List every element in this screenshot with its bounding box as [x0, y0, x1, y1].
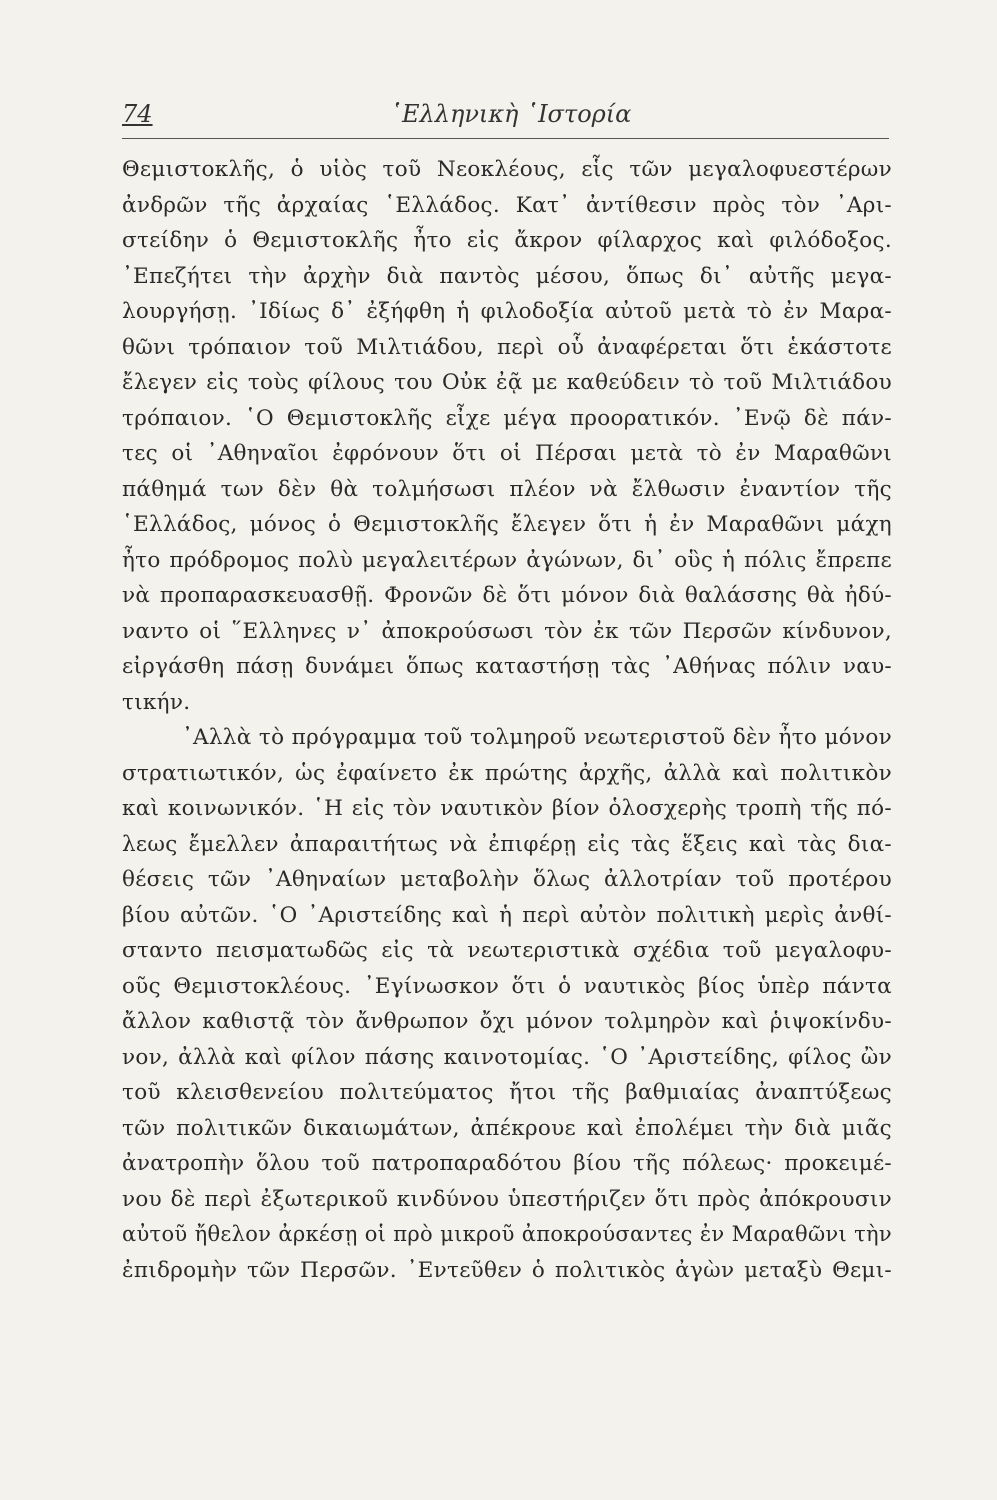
body-text — [122, 152, 892, 1288]
text-line: ἀνδρῶν τῆς ἀρχαίας ῾Ελλάδος. Κατ᾽ ἀντίθεσιν πρὸς τὸν ᾽Αρι- — [122, 192, 892, 218]
text-line: τῶν πολιτικῶν δικαιωμάτων, ἀπέκρουε καὶ ἐπολέμει τὴν διὰ μιᾶς — [122, 1115, 892, 1141]
text-line: νον, ἀλλὰ καὶ φίλον πάσης καινοτομίας. ῾Ο ᾽Αριστείδης, φίλος ὢν — [122, 1044, 892, 1070]
text-line: ἄλλον καθιστᾷ τὸν ἄνθρωπον ὄχι μόνον τολμηρὸν καὶ ῥιψοκίνδυ- — [122, 1009, 892, 1034]
text-line: πάθημά των δὲν θὰ τολμήσωσι πλέον νὰ ἔλθωσιν ἐναντίον τῆς — [122, 476, 892, 502]
text-line: καὶ κοινωνικόν. ῾Η εἰς τὸν ναυτικὸν βίον ὁλοσχερὴς τροπὴ τῆς πό- — [122, 796, 892, 821]
text-line: Θεμιστοκλῆς, ὁ υἱὸς τοῦ Νεοκλέους, εἷς τῶν μεγαλοφυεστέρων — [122, 157, 892, 182]
text-line: τες οἱ ᾽Αθηναῖοι ἐφρόνουν ὅτι οἱ Πέρσαι μετὰ τὸ ἐν Μαραθῶνι — [122, 441, 892, 466]
text-line: σταντο πεισματωδῶς εἰς τὰ νεωτεριστικὰ σχέδια τοῦ μεγαλοφυ- — [122, 938, 892, 963]
page-number: 74 — [122, 100, 153, 128]
text-line: θῶνι τρόπαιον τοῦ Μιλτιάδου, περὶ οὗ ἀναφέρεται ὅτι ἑκάστοτε — [122, 334, 892, 360]
text-line: τοῦ κλεισθενείου πολιτεύματος ἤτοι τῆς βαθμιαίας ἀναπτύξεως — [122, 1080, 892, 1105]
text-line: οῦς Θεμιστοκλέους. ᾽Εγίνωσκον ὅτι ὁ ναυτικὸς βίος ὑπὲρ πάντα — [122, 973, 892, 999]
text-line: ἀνατροπὴν ὅλου τοῦ πατροπαραδότου βίου τῆς πόλεως· προκειμέ- — [122, 1151, 892, 1176]
text-line: θέσεις τῶν ᾽Αθηναίων μεταβολὴν ὅλως ἀλλοτρίαν τοῦ προτέρου — [122, 867, 892, 892]
text-line: ᾽Επεζήτει τὴν ἀρχὴν διὰ παντὸς μέσου, ὅπως δι᾽ αὐτῆς μεγα- — [122, 263, 892, 289]
text-line: λεως ἔμελλεν ἀπαραιτήτως νὰ ἐπιφέρῃ εἰς τὰς ἕξεις καὶ τὰς δια- — [122, 831, 892, 857]
text-line: ῾Ελλάδος, μόνος ὁ Θεμιστοκλῆς ἔλεγεν ὅτι ἡ ἐν Μαραθῶνι μάχη — [122, 512, 892, 537]
text-line: ἔλεγεν εἰς τοὺς φίλους του Οὐκ ἐᾷ με καθεύδειν τὸ τοῦ Μιλτιάδου — [122, 370, 892, 395]
text-line: νου δὲ περὶ ἐξωτερικοῦ κινδύνου ὑπεστήριζεν ὅτι πρὸς ἀπόκρουσιν — [122, 1186, 892, 1212]
text-line: ἦτο πρόδρομος πολὺ μεγαλειτέρων ἀγώνων, δι᾽ οὓς ἡ πόλις ἔπρεπε — [122, 547, 892, 573]
text-line: εἰργάσθη πάσῃ δυνάμει ὅπως καταστήσῃ τὰς ᾽Αθήνας πόλιν ναυ- — [122, 654, 892, 679]
text-line: στρατιωτικόν, ὡς ἐφαίνετο ἐκ πρώτης ἀρχῆς, ἀλλὰ καὶ πολιτικὸν — [122, 760, 892, 786]
text-line: αὐτοῦ ἤθελον ἀρκέσῃ οἱ πρὸ μικροῦ ἀποκρούσαντες ἐν Μαραθῶνι τὴν — [122, 1222, 892, 1246]
text-line: ᾽Αλλὰ τὸ πρόγραμμα τοῦ τολμηροῦ νεωτεριστοῦ δὲν ἦτο μόνον — [182, 725, 892, 750]
running-head: ῾Ελληνικὴ ῾Ιστορία — [390, 100, 632, 128]
text-line: τικήν. — [122, 689, 191, 715]
text-line: τρόπαιον. ῾Ο Θεμιστοκλῆς εἶχε μέγα προορατικόν. ᾽Ενῷ δὲ πάν- — [122, 405, 892, 431]
text-line: λουργήσῃ. ᾽Ιδίως δ᾽ ἐξήφθη ἡ φιλοδοξία αὐτοῦ μετὰ τὸ ἐν Μαρα- — [122, 299, 892, 324]
text-line: στείδην ὁ Θεμιστοκλῆς ἦτο εἰς ἄκρον φίλαρχος καὶ φιλόδοξος. — [122, 228, 892, 253]
text-line: ναντο οἱ ῞Ελληνες ν᾽ ἀποκρούσωσι τὸν ἐκ τῶν Περσῶν κίνδυνον, — [122, 618, 892, 644]
text-line: ἐπιδρομὴν τῶν Περσῶν. ᾽Εντεῦθεν ὁ πολιτικὸς ἀγὼν μεταξὺ Θεμι- — [122, 1257, 892, 1283]
text-line: βίου αὐτῶν. ῾Ο ᾽Αριστείδης καὶ ἡ περὶ αὐτὸν πολιτικὴ μερὶς ἀνθί- — [122, 902, 892, 928]
page-header — [122, 100, 889, 139]
text-line: νὰ προπαρασκευασθῇ. Φρονῶν δὲ ὅτι μόνον διὰ θαλάσσης θὰ ἠδύ- — [122, 583, 892, 608]
